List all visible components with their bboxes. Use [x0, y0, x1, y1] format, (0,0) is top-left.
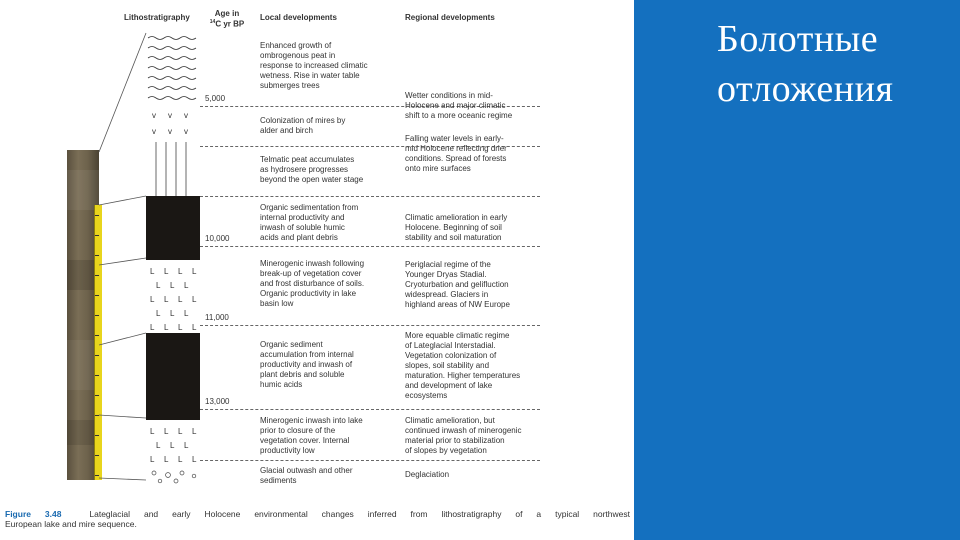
svg-text:L: L [170, 281, 175, 290]
svg-text:L: L [156, 309, 161, 318]
header-age-unit: C yr BP [215, 19, 245, 29]
age-label-5000: 5,000 [205, 94, 226, 103]
svg-text:L: L [178, 267, 183, 276]
local-8-line: Glacial outwash and other [260, 466, 353, 475]
regional-6-line: of slopes by vegetation [405, 446, 487, 455]
caption-line1 [5, 509, 630, 519]
local-8-line: sediments [260, 476, 297, 485]
local-development-2 [260, 116, 345, 136]
regional-3-line: Holocene. Beginning of soil [405, 223, 502, 232]
header-regional-developments: Regional developments [405, 13, 495, 22]
header-age-sup: 14 [209, 19, 216, 25]
regional-development-2 [405, 134, 507, 174]
regional-6-line: material prior to stabilization [405, 436, 505, 445]
local-6-line: humic acids [260, 380, 303, 389]
regional-6-line: Climatic amelioration, but [405, 416, 495, 425]
local-6-line: accumulation from internal [260, 350, 354, 359]
regional-7-line: Deglaciation [405, 470, 450, 479]
svg-text:L: L [150, 427, 155, 436]
regional-2-line: mid Holocene reflecting drier [405, 144, 507, 153]
slide-title [717, 14, 952, 114]
regional-5-line: slopes, soil stability and [405, 361, 490, 370]
regional-4-line: Younger Dryas Stadial. [405, 270, 487, 279]
local-7-line: prior to closure of the [260, 426, 336, 435]
header-age-line1: Age in [214, 9, 240, 18]
regional-5-line: Vegetation colonization of [405, 351, 497, 360]
age-label-10000: 10,000 [205, 234, 230, 243]
svg-text:v: v [168, 127, 172, 136]
local-5-line: Organic productivity in lake [260, 289, 357, 298]
regional-1-line: Wetter conditions in mid- [405, 91, 493, 100]
regional-5-line: maturation. Higher temperatures [405, 371, 521, 380]
svg-text:L: L [192, 455, 197, 464]
local-1-line: wetness. Rise in water table [260, 71, 360, 80]
row-divider [200, 246, 540, 247]
age-label-13000: 13,000 [205, 397, 230, 406]
regional-2-line: onto mire surfaces [405, 164, 471, 173]
regional-development-5 [405, 331, 520, 401]
local-1-line: response to increased climatic [260, 61, 368, 70]
svg-text:v: v [184, 111, 188, 120]
slide-title-line1: Болотные [717, 18, 879, 60]
header-lithostratigraphy: Lithostratigraphy [124, 13, 190, 22]
regional-4-line: highland areas of NW Europe [405, 300, 510, 309]
svg-text:L: L [156, 441, 161, 450]
header-local-developments: Local developments [260, 13, 337, 22]
local-4-line: inwash of soluble humic [260, 223, 345, 232]
regional-4-line: Cryoturbation and gelifluction [405, 280, 509, 289]
regional-2-line: conditions. Spread of forests [405, 154, 507, 163]
local-3-line: beyond the open water stage [260, 175, 364, 184]
regional-5-line: More equable climatic regime [405, 331, 510, 340]
svg-text:L: L [164, 323, 169, 332]
local-development-6 [260, 340, 354, 390]
row-divider [200, 460, 540, 461]
regional-5-line: of Lateglacial Interstadial. [405, 341, 496, 350]
regional-development-4 [405, 260, 510, 310]
regional-5-line: and development of lake [405, 381, 493, 390]
minerogenic-layer-lower [150, 427, 197, 464]
alder-birch-layer [152, 111, 188, 136]
svg-text:L: L [184, 309, 189, 318]
svg-text:L: L [170, 309, 175, 318]
row-divider [200, 325, 540, 326]
local-3-line: as hydrosere progresses [260, 165, 349, 174]
slide-title-line2: отложения [717, 68, 894, 110]
caption-line2: European lake and mire sequence. [5, 519, 137, 529]
regional-1-line: shift to a more oceanic regime [405, 111, 513, 120]
glacial-outwash-layer [152, 471, 196, 483]
svg-text:L: L [184, 441, 189, 450]
regional-4-line: widespread. Glaciers in [405, 290, 489, 299]
svg-text:v: v [184, 127, 188, 136]
regional-3-line: stability and soil maturation [405, 233, 502, 242]
svg-text:L: L [192, 267, 197, 276]
local-6-line: Organic sediment [260, 340, 323, 349]
minerogenic-layer-upper [150, 267, 197, 332]
regional-1-line: Holocene and major climatic [405, 101, 506, 110]
local-2-line: alder and birch [260, 126, 313, 135]
local-6-line: productivity and inwash of [260, 360, 353, 369]
local-4-line: Organic sedimentation from [260, 203, 359, 212]
figure-caption [5, 509, 630, 529]
ombrogenous-peat-layer [148, 37, 196, 100]
svg-text:L: L [164, 295, 169, 304]
local-5-line: Minerogenic inwash following [260, 259, 365, 268]
local-development-1 [260, 41, 368, 91]
local-7-line: Minerogenic inwash into lake [260, 416, 363, 425]
local-4-line: internal productivity and [260, 213, 345, 222]
regional-development-3 [405, 213, 507, 243]
svg-text:L: L [178, 455, 183, 464]
local-5-line: and frost disturbance of soils. [260, 279, 365, 288]
row-divider [200, 196, 540, 197]
svg-text:L: L [184, 281, 189, 290]
organic-sediment-layer-upper [146, 196, 200, 260]
svg-text:L: L [164, 427, 169, 436]
local-development-4 [260, 203, 358, 243]
local-6-line: plant debris and soluble [260, 370, 345, 379]
svg-text:L: L [178, 295, 183, 304]
svg-text:L: L [150, 323, 155, 332]
svg-text:L: L [156, 281, 161, 290]
svg-text:L: L [178, 323, 183, 332]
svg-text:L: L [192, 427, 197, 436]
svg-text:L: L [164, 267, 169, 276]
local-4-line: acids and plant debris [260, 233, 338, 242]
local-3-line: Telmatic peat accumulates [260, 155, 355, 164]
svg-text:v: v [152, 111, 156, 120]
regional-3-line: Climatic amelioration in early [405, 213, 508, 222]
regional-2-line: Falling water levels in early- [405, 134, 504, 143]
regional-4-line: Periglacial regime of the [405, 260, 491, 269]
telmatic-peat-layer [156, 142, 186, 196]
local-development-8 [260, 466, 353, 486]
local-development-3 [260, 155, 363, 185]
regional-5-line: ecosystems [405, 391, 448, 400]
regional-development-6 [405, 416, 522, 456]
figure-label: Figure 3.48 [5, 509, 62, 519]
local-2-line: Colonization of mires by [260, 116, 346, 125]
svg-text:L: L [164, 455, 169, 464]
local-7-line: vegetation cover. Internal [260, 436, 350, 445]
caption-text1: Lateglacial and early Holocene environmental changes inferred from lithostratigraphy of a typical northwest [89, 509, 630, 519]
local-5-line: basin low [260, 299, 294, 308]
svg-text:L: L [150, 455, 155, 464]
local-1-line: ombrogenous peat in [260, 51, 336, 60]
svg-text:v: v [168, 111, 172, 120]
local-5-line: break-up of vegetation cover [260, 269, 362, 278]
age-label-11000: 11,000 [205, 313, 229, 322]
regional-development-7 [405, 470, 449, 480]
stratigraphic-column [146, 30, 200, 485]
row-divider [200, 409, 540, 410]
svg-text:L: L [150, 295, 155, 304]
local-7-line: productivity low [260, 446, 315, 455]
local-development-5 [260, 259, 364, 309]
organic-sediment-layer-lower [146, 333, 200, 420]
regional-development-1 [405, 91, 512, 121]
local-1-line: submerges trees [260, 81, 320, 90]
svg-text:L: L [178, 427, 183, 436]
svg-text:v: v [152, 127, 156, 136]
svg-text:L: L [170, 441, 175, 450]
svg-text:L: L [192, 295, 197, 304]
svg-text:L: L [192, 323, 197, 332]
regional-6-line: continued inwash of minerogenic [405, 426, 522, 435]
local-1-line: Enhanced growth of [260, 41, 332, 50]
svg-text:L: L [150, 267, 155, 276]
local-development-7 [260, 416, 363, 456]
